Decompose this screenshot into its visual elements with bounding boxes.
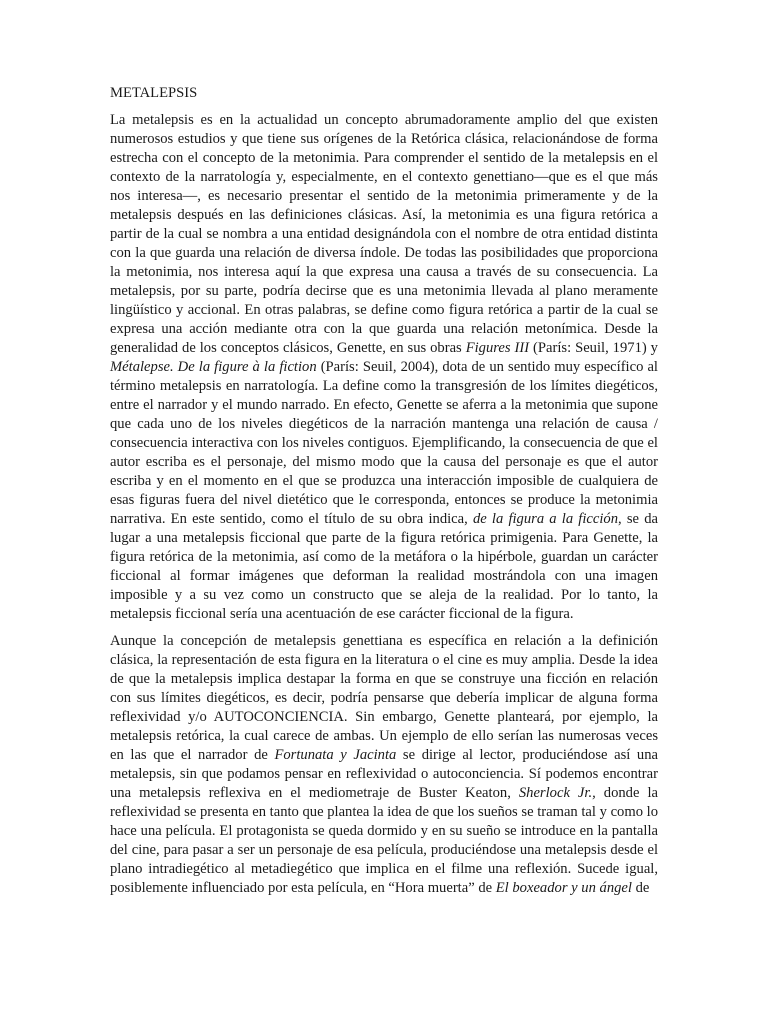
text-run: donde la reflexividad se presenta en tanto que plantea la idea de que los sueños se traman tal y como lo hace una película. El protagonista se queda dormido y en su sueño se introduce en la pantalla del cine, para pasar a ser un personaje de esa película, produciéndose una metalepsis desde el plano intradiegético al metadiegético que implica en el filme una reflexión. Sucede igual, posiblemente influenciado por esta película, en “Hora muerta” de — [110, 785, 658, 896]
text-run: se dirige al lector, produciéndose así una metalepsis, sin que podamos pensar en reflexividad o autoconciencia. Sí podemos encontrar una metalepsis reflexiva en el mediometraje de Buster Keaton, — [110, 747, 658, 801]
document-title: METALEPSIS — [110, 85, 198, 101]
italic-title: de la figura a la ficción — [472, 511, 619, 527]
italic-title: Figures III — [465, 340, 530, 356]
document-body — [110, 84, 658, 906]
paragraph — [110, 632, 658, 898]
italic-title: Sherlock Jr., — [518, 785, 596, 801]
text-run: La metalepsis es en la actualidad un concepto abrumadoramente amplio del que existen numerosos estudios y que tiene sus orígenes de la Retórica clásica, relacionándose de forma estrecha con el concepto de la metonimia. Para comprender el sentido de la metalepsis en el contexto de la narratología y, especialmente, en el contexto genettiano—que es el que más nos interesa—, es necesario presentar el sentido de la metonimia primeramente y de la metalepsis después en las definiciones clásicas. Así, la metonimia es una figura retórica a partir de la cual se nombra a una entidad designándola con el nombre de otra entidad distinta con la que guarda una relación de diversa índole. De todas las posibilidades que proporciona la metonimia, nos interesa aquí la que expresa una causa a través de su consecuencia. La metalepsis, por su parte, podría decirse que es una metonimia llevada al plano meramente lingüístico y accional. En otras palabras, se define como figura retórica a partir de la cual se expresa una acción mediante otra con la que guarda una relación metonímica. Desde la generalidad de los conceptos clásicos, Genette, en sus obras — [110, 112, 658, 356]
paragraph — [110, 111, 658, 624]
text-run: Aunque la concepción de metalepsis genettiana es específica en relación a la definición clásica, la representación de esta figura en la literatura o el cine es muy amplia. Desde la idea de que la metalepsis implica destapar la forma en que se construye una ficción en relación con sus límites diegéticos, es decir, podría pensarse que debería implicar de alguna forma reflexividad y/o AUTOCONCIENCIA. Sin embargo, Genette planteará, por ejemplo, la metalepsis retórica, la cual carece de ambas. Un ejemplo de ello serían las numerosas veces en las que el narrador de — [110, 633, 658, 763]
text-run: (París: Seuil, 1971) y — [529, 340, 658, 356]
italic-title: El boxeador y un ángel — [495, 880, 632, 896]
italic-title: Métalepse. De la figure à la fiction — [110, 359, 317, 375]
text-run: , se da lugar a una metalepsis ficcional que parte de la figura retórica primigenia. Para Genette, la figura retórica de la metonimia, así como de la metáfora o la hipérbole, guardan un carácter ficcional al formar imágenes que deforman la realidad mostrándola con una imagen imposible y a su vez como un constructo que se aleja de la realidad. Por lo tanto, la metalepsis ficcional sería una acentuación de ese carácter ficcional de la figura. — [110, 511, 658, 622]
text-run: de — [631, 880, 650, 896]
italic-title: Fortunata y Jacinta — [274, 747, 397, 763]
text-run: (París: Seuil, 2004), dota de un sentido muy específico al término metalepsis en narratología. La define como la transgresión de los límites diegéticos, entre el narrador y el mundo narrado. En efecto, Genette se aferra a la metonimia que supone que cada uno de los niveles diegéticos de la narración mantenga una relación de causa / consecuencia interactiva con los niveles contiguos. Ejemplificando, la consecuencia de que el autor escriba es el personaje, del mismo modo que la causa del personaje es que el autor escriba y en el momento en el que se produzca una interacción imposible de cualquiera de esas figuras fuera del nivel dietético que le corresponda, entonces se produce la metonimia narrativa. En este sentido, como el título de su obra indica, — [110, 359, 658, 527]
